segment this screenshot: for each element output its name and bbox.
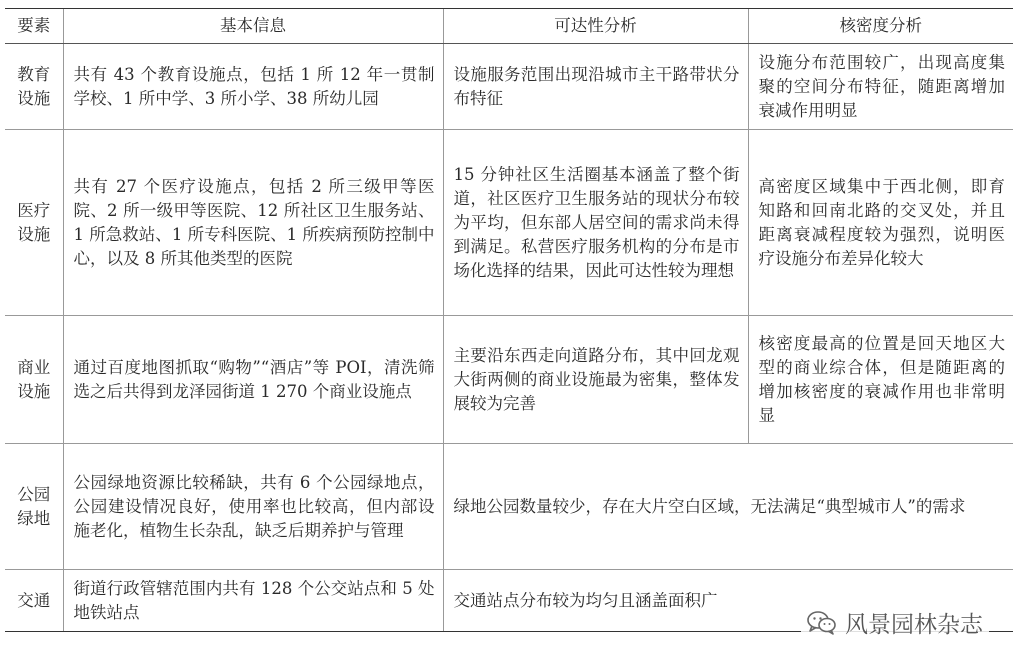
cell-basic-info: 共有 27 个医疗设施点，包括 2 所三级甲等医院、2 所一级甲等医院、12 所社区卫生服务站、1 所急救站、1 所专科医院、1 所疾病预防控制中心，以及 8 所其他类型的医院 (63, 130, 443, 316)
watermark (801, 604, 989, 641)
cell-accessibility: 15 分钟社区生活圈基本涵盖了整个街道，社区医疗卫生服务站的现状分布较为平均，但东部人居空间的需求尚未得到满足。私营医疗服务机构的分布是市场化选择的结果，因此可达性较为理想 (443, 130, 748, 316)
cell-accessibility: 主要沿东西走向道路分布，其中回龙观大街两侧的商业设施最为密集，整体发展较为完善 (443, 316, 748, 444)
row-label-line: 教育 (17, 64, 51, 84)
table-row (5, 316, 1013, 444)
cell-basic-info: 通过百度地图抓取“购物”“酒店”等 POI，清洗筛选之后共得到龙泽园街道 1 270 个商业设施点 (63, 316, 443, 444)
cell-accessibility: 设施服务范围出现沿城市主干路带状分布特征 (443, 44, 748, 130)
row-label-line: 绿地 (17, 508, 51, 528)
cell-kernel-density: 设施分布范围较广，出现高度集聚的空间分布特征，随距离增加衰减作用明显 (748, 44, 1013, 130)
cell-merged-analysis: 绿地公园数量较少，存在大片空白区域，无法满足“典型城市人”的需求 (443, 444, 1013, 570)
analysis-table (5, 8, 1013, 632)
row-label (5, 316, 63, 444)
header-accessibility: 可达性分析 (443, 9, 748, 44)
row-label-line: 交通 (17, 590, 51, 610)
row-label-line: 商业 (17, 357, 51, 377)
row-label (5, 444, 63, 570)
row-label-line: 医疗 (17, 200, 51, 220)
row-label (5, 570, 63, 632)
cell-basic-info: 公园绿地资源比较稀缺，共有 6 个公园绿地点，公园建设情况良好，使用率也比较高，但内部设施老化，植物生长杂乱，缺乏后期养护与管理 (63, 444, 443, 570)
row-label (5, 130, 63, 316)
cell-basic-info: 共有 43 个教育设施点，包括 1 所 12 年一贯制学校、1 所中学、3 所小学、38 所幼儿园 (63, 44, 443, 130)
header-element: 要素 (5, 9, 63, 44)
wechat-icon (807, 610, 837, 636)
row-label-line: 设施 (17, 381, 51, 401)
table-row (5, 44, 1013, 130)
cell-merged-analysis: 交通站点分布较为均匀且涵盖面积广 (443, 570, 1013, 632)
row-label-line: 公园 (17, 484, 51, 504)
cell-kernel-density: 高密度区域集中于西北侧，即育知路和回南北路的交叉处，并且距离衰减程度较为强烈，说明医疗设施分布差异化较大 (748, 130, 1013, 316)
watermark-text: 风景园林杂志 (845, 612, 983, 638)
cell-kernel-density: 核密度最高的位置是回天地区大型的商业综合体，但是随距离的增加核密度的衰减作用也非常明显 (748, 316, 1013, 444)
table-row (5, 444, 1013, 570)
header-kernel-density: 核密度分析 (748, 9, 1013, 44)
row-label (5, 44, 63, 130)
table-header-row (5, 9, 1013, 44)
table-row (5, 130, 1013, 316)
header-basic-info: 基本信息 (63, 9, 443, 44)
row-label-line: 设施 (17, 224, 51, 244)
row-label-line: 设施 (17, 88, 51, 108)
cell-basic-info: 街道行政管辖范围内共有 128 个公交站点和 5 处地铁站点 (63, 570, 443, 632)
